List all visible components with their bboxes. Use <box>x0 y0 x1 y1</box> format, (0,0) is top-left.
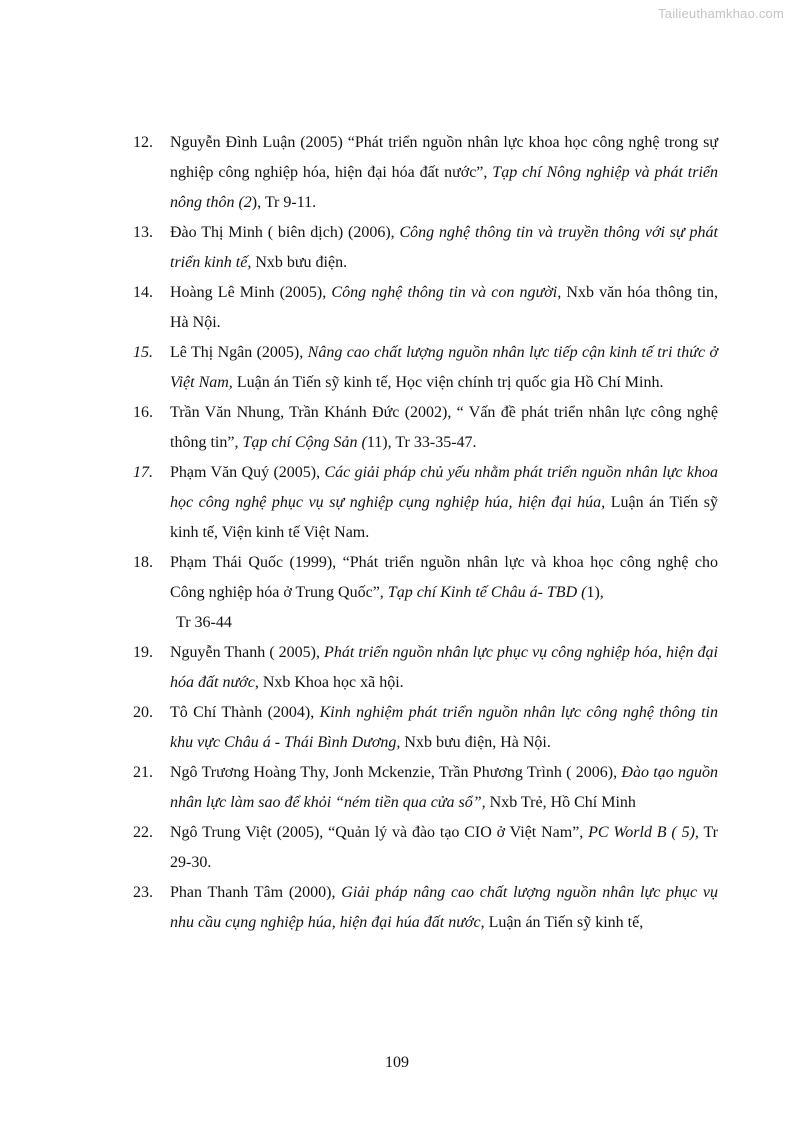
reference-text <box>170 458 718 548</box>
reference-title-italic: Tạp chí Nông nghiệp và phát triển nông thôn (2 <box>170 164 719 211</box>
reference-text-segment: 1), <box>586 584 604 601</box>
reference-item <box>133 278 718 338</box>
reference-text-segment: Luận án Tiến sỹ kinh tế, Học viện chính trị quốc gia Hồ Chí Minh. <box>232 374 664 391</box>
reference-text <box>170 338 718 398</box>
reference-text-segment: Ngô Trương Hoàng Thy, Jonh Mckenzie, Trần Phương Trình ( 2006), <box>170 764 622 781</box>
reference-text-segment: Nxb bưu điện, Hà Nội. <box>400 734 551 751</box>
reference-text-segment: Nxb Khoa học xã hội. <box>258 674 404 691</box>
reference-text-segment: Nxb Trẻ, Hồ Chí Minh <box>485 794 636 811</box>
reference-text <box>170 278 718 338</box>
reference-title-italic: Tạp chí Kinh tế Châu á- TBD ( <box>387 584 587 601</box>
reference-item <box>133 338 718 398</box>
reference-number: 22. <box>133 824 153 841</box>
reference-item <box>133 878 718 938</box>
reference-number: 15. <box>133 344 153 361</box>
reference-text <box>170 758 718 818</box>
reference-title-italic: Tạp chí Cộng Sản ( <box>242 434 367 451</box>
reference-number: 21. <box>133 764 153 781</box>
reference-text <box>170 638 718 698</box>
reference-text <box>170 548 718 608</box>
reference-item <box>133 458 718 548</box>
reference-text-segment: Nxb văn hóa thông tin, Hà Nội. <box>170 284 719 331</box>
reference-number: 20. <box>133 704 153 721</box>
reference-number: 19. <box>133 644 153 661</box>
reference-number: 16. <box>133 404 153 421</box>
reference-text-segment: Trần Văn Nhung, Trần Khánh Đức (2002), “ Vấn đề phát triển nhân lực công nghệ thông tin”, <box>170 404 718 451</box>
reference-item <box>133 128 718 218</box>
reference-text-segment: Hoàng Lê Minh (2005), <box>170 284 332 301</box>
reference-text <box>170 698 718 758</box>
reference-text-segment: Tô Chí Thành (2004), <box>170 704 320 721</box>
reference-item <box>133 818 718 878</box>
reference-text-segment: Tr 29-30. <box>170 824 718 871</box>
reference-title-italic: Công nghệ thông tin và con người, <box>331 284 562 301</box>
reference-text <box>170 398 718 458</box>
reference-text-segment: Đào Thị Minh ( biên dịch) (2006), <box>170 224 400 241</box>
reference-title-italic: Đào tạo nguồn nhân lực làm sao để khỏi “ném tiền qua cửa sổ”, <box>170 764 719 811</box>
reference-title-italic: PC World B ( 5), <box>588 824 699 841</box>
reference-text <box>170 128 718 218</box>
reference-title-italic: Nâng cao chất lượng nguồn nhân lực tiếp cận kinh tế tri thức ở Việt Nam, <box>170 344 718 391</box>
reference-number: 12. <box>133 134 153 151</box>
reference-text-segment: , Luận án Tiến sỹ kinh tế, <box>480 914 644 931</box>
reference-item <box>133 698 718 758</box>
reference-number: 23. <box>133 884 153 901</box>
reference-number: 13. <box>133 224 153 241</box>
reference-text-segment: Nguyễn Thanh ( 2005), <box>170 644 325 661</box>
watermark: Tailieuthamkhao.com <box>658 6 784 21</box>
reference-title-italic: Công nghệ thông tin và truyền thông với sự phát triển kinh tế, <box>170 224 719 271</box>
reference-item <box>133 218 718 278</box>
reference-text-segment: Lê Thị Ngân (2005), <box>170 344 308 361</box>
reference-continuation: Tr 36-44 <box>176 614 232 631</box>
reference-text-segment: 11), Tr 33-35-47. <box>366 434 477 451</box>
reference-list <box>133 128 718 938</box>
reference-number: 18. <box>133 554 153 571</box>
reference-item <box>133 758 718 818</box>
reference-item <box>133 638 718 698</box>
reference-number: 14. <box>133 284 153 301</box>
reference-item <box>133 398 718 458</box>
reference-number: 17. <box>133 464 153 481</box>
reference-title-italic: Giải pháp nâng cao chất lượng nguồn nhân lực phục vụ nhu cầu cụng nghiệp húa, hiện đại húa đất nước <box>170 884 719 931</box>
reference-text <box>170 218 718 278</box>
reference-text-segment: Luận án Tiến sỹ kinh tế, Viện kinh tế Việt Nam. <box>170 494 718 541</box>
reference-title-italic: Phát triển nguồn nhân lực phục vụ công nghiệp hóa, hiện đại hóa đất nước, <box>170 644 718 691</box>
reference-text-segment: Nxb bưu điện. <box>251 254 348 271</box>
page-number: 109 <box>385 1054 409 1071</box>
reference-text-segment: Phạm Thái Quốc (1999), “Phát triển nguồn nhân lực và khoa học công nghệ cho Công nghiệp hóa ở Trung Quốc”, <box>170 554 718 601</box>
reference-text <box>170 818 718 878</box>
reference-title-italic: Các giải pháp chủ yếu nhằm phát triển nguồn nhân lực khoa học công nghệ phục vụ sự nghiệp cụng nghiệp húa, hiện đại húa, <box>170 464 718 511</box>
reference-text-segment: Ngô Trung Việt (2005), “Quản lý và đào tạo CIO ở Việt Nam”, <box>170 824 589 841</box>
reference-title-italic: Kinh nghiệm phát triển nguồn nhân lực công nghệ thông tin khu vực Châu á - Thái Bình Dương, <box>170 704 718 751</box>
reference-text-segment: ), Tr 9-11. <box>251 194 317 211</box>
reference-text <box>170 878 718 938</box>
reference-text-segment: Phạm Văn Quý (2005), <box>170 464 325 481</box>
reference-text-segment: Phan Thanh Tâm (2000), <box>170 884 342 901</box>
reference-item <box>133 548 718 638</box>
reference-text-segment: Nguyễn Đình Luận (2005) “Phát triển nguồn nhân lực khoa học công nghệ trong sự nghiệp công nghiệp hóa, hiện đại hóa đất nước”, <box>170 134 718 181</box>
